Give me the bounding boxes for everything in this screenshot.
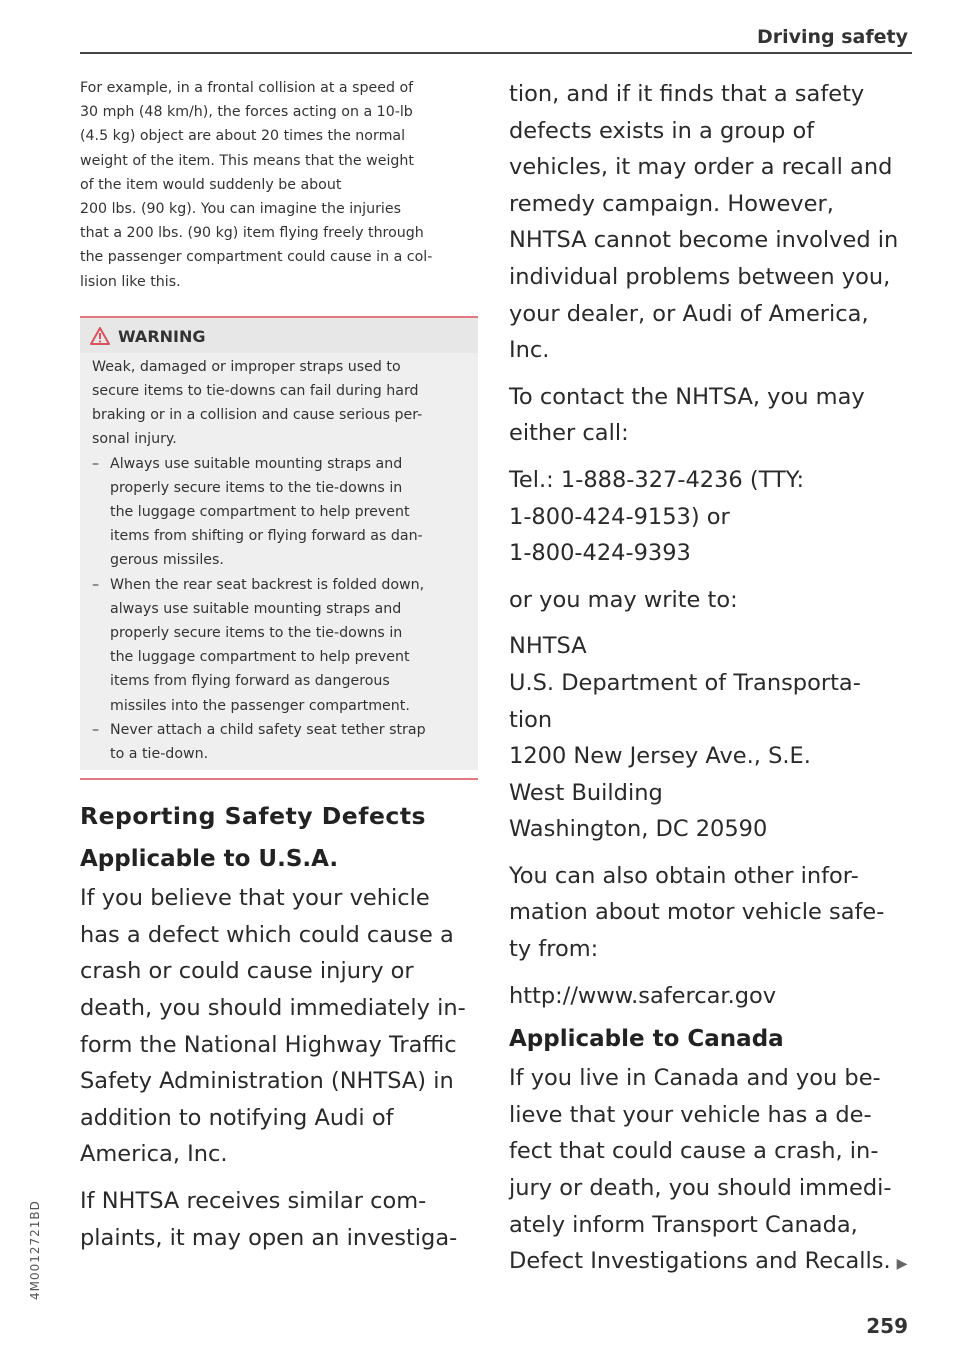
warning-header: [80, 318, 478, 353]
document-code: 4M0012721BD: [28, 1200, 42, 1300]
write-line: or you may write to:: [509, 586, 738, 613]
canada-heading: Applicable to Canada: [509, 1026, 784, 1053]
warning-item: – When the rear seat backrest is folded down, always use suitable mounting straps and properly secure items to the tie-downs in the luggage compartment to help prevent items from flying forward as dangerous missiles into the passenger compartment.: [92, 573, 466, 718]
safercar-url: http://www.safercar.gov: [509, 982, 777, 1009]
contact-paragraph: To contact the NHTSA, you may either call:: [509, 383, 865, 447]
continue-arrow-icon: ▶: [896, 1256, 908, 1273]
warning-item: – Always use suitable mounting straps and properly secure items to the tie-downs in the luggage compartment to help prevent items from shifting or flying forward as dan- gerous missiles.: [92, 452, 466, 573]
right-column: [509, 76, 912, 1283]
warning-box: [80, 316, 478, 780]
left-column: [80, 76, 478, 1256]
header-rule: [80, 52, 912, 54]
nhtsa-paragraph: tion, and if it finds that a safety defects exists in a group of vehicles, it may order a recall and remedy campaign. However, NHTSA cannot become involved in individual problems between you, your dealer, or Audi of America, Inc.: [509, 81, 899, 364]
intro-paragraph: For example, in a frontal collision at a speed of 30 mph (48 km/h), the forces acting on a 10-lb (4.5 kg) object are about 20 times the normal weight of the item. This means that the weight of the item would suddenly be about 200 lbs. (90 kg). You can imagine the injuries that a 200 lbs. (90 kg) item flying freely through the passenger compartment could cause in a col- lision like this.: [80, 80, 433, 290]
warning-text: Weak, damaged or improper straps used to secure items to tie-downs can fail during hard braking or in a collision and cause serious per- sonal injury.: [92, 358, 423, 448]
warning-title: WARNING: [118, 326, 206, 346]
phone-numbers: Tel.: 1-888-327-4236 (TTY: 1-800-424-9153) or 1-800-424-9393: [509, 466, 805, 567]
mailing-address: NHTSA U.S. Department of Transporta- tion 1200 New Jersey Ave., S.E. West Building Washington, DC 20590: [509, 633, 861, 843]
warning-list: [92, 452, 466, 767]
warning-triangle-icon: [90, 327, 110, 345]
usa-paragraph-2: If NHTSA receives similar com- plaints, it may open an investiga-: [80, 1188, 458, 1251]
usa-paragraph-1: If you believe that your vehicle has a defect which could cause a crash or could cause injury or death, you should immediately in- form the National Highway Traffic Safety Administration (NHTSA) in addition to notifying Audi of America, Inc.: [80, 885, 466, 1168]
warning-body: [80, 353, 478, 770]
usa-heading: Applicable to U.S.A.: [80, 846, 339, 873]
running-header: Driving safety: [756, 26, 908, 48]
section-title: Reporting Safety Defects: [80, 802, 427, 831]
warning-item: – Never attach a child safety seat tether strap to a tie-down.: [92, 718, 466, 766]
info-paragraph: You can also obtain other infor- mation about motor vehicle safe- ty from:: [509, 862, 885, 963]
page-number: 259: [866, 1314, 908, 1338]
canada-paragraph: If you live in Canada and you be- lieve that your vehicle has a de- fect that could cause a crash, in- jury or death, you should immedi- ately inform Transport Canada, Defect Investigations and Recalls. ▶: [509, 1065, 908, 1275]
